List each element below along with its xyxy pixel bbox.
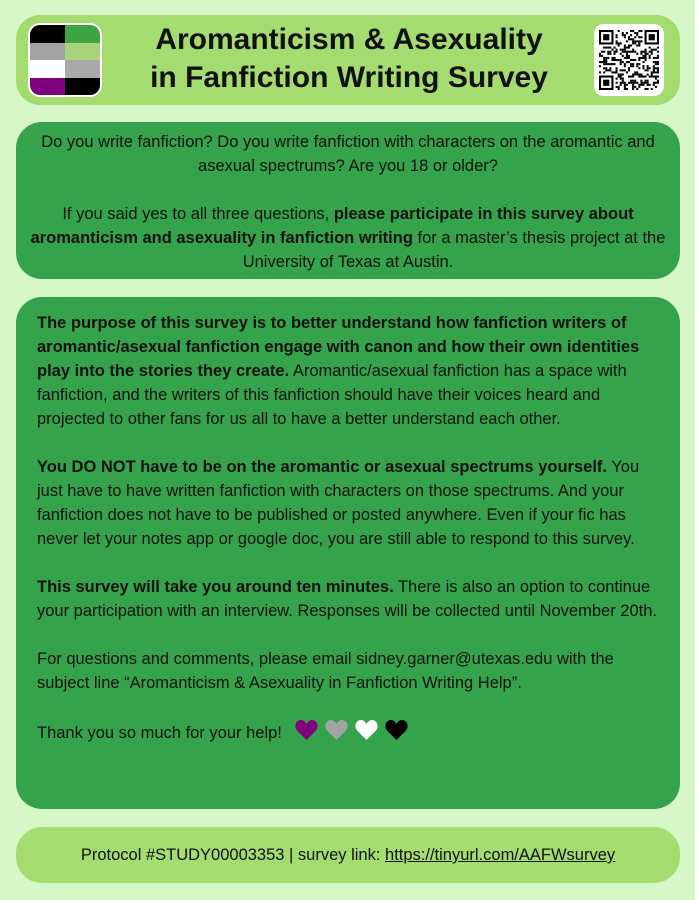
aro-ace-flag-icon [30, 25, 100, 95]
eligibility-bold: You DO NOT have to be on the aromantic or asexual spectrums yourself. [37, 458, 607, 476]
thanks-text: Thank you so much for your help! [37, 724, 282, 742]
title-line-2: in Fanfiction Writing Survey [150, 61, 548, 94]
intro-invitation-start: If you said yes to all three questions, [62, 205, 334, 223]
heart-icon [324, 719, 349, 741]
purpose-paragraph [37, 311, 660, 431]
qr-code-icon[interactable] [594, 24, 664, 96]
duration-text: There is also an option to continue your participation with an interview. Responses will be collected until November 20th. [37, 578, 657, 620]
header-banner [16, 15, 680, 105]
thanks-paragraph [37, 719, 660, 748]
protocol-text: Protocol #STUDY00003353 | survey link: [80, 846, 386, 864]
eligibility-text: You just have to have written fanfiction with characters on those spectrums. And your fanfiction does not have to be published or posted anywhere. Even if your fic has never let your notes app or google doc, you are still able to respond to this survey. [37, 458, 640, 548]
title-line-1: Aromanticism & Asexuality [155, 23, 543, 56]
intro-invitation-bold: please participate in this survey about aromanticism and asexuality in fanfiction writing [30, 205, 634, 247]
purpose-text: Aromantic/asexual fanfiction has a space with fanfiction, and the writers of this fanfiction should have their voices heard and projected to other fans for us all to have a better understand each other. [37, 362, 627, 428]
contact-paragraph: For questions and comments, please email sidney.garner@utexas.edu with the subject line “Aromanticism & Asexuality in Fanfiction Writing Help”. [37, 650, 614, 692]
intro-invitation [30, 202, 666, 274]
heart-icon [354, 719, 379, 741]
heart-icon [294, 719, 319, 741]
intro-questions: Do you write fanfiction? Do you write fanfiction with characters on the aromantic and asexual spectrums? Are you 18 or older? [41, 133, 655, 175]
footer-banner [16, 827, 680, 883]
duration-paragraph [37, 575, 660, 623]
page-title [116, 21, 582, 97]
details-box [16, 297, 680, 809]
survey-link[interactable]: https://tinyurl.com/AAFWsurvey [385, 846, 616, 864]
intro-invitation-end: for a master’s thesis project at the University of Texas at Austin. [242, 229, 666, 271]
eligibility-paragraph [37, 455, 660, 551]
heart-icon [384, 719, 409, 741]
purpose-bold: The purpose of this survey is to better understand how fanfiction writers of aromantic/asexual fanfiction engage with canon and how their own identities play into the stories they create. [37, 314, 640, 380]
intro-box [16, 122, 680, 279]
duration-bold: This survey will take you around ten minutes. [37, 578, 394, 596]
hearts-row [294, 719, 414, 748]
